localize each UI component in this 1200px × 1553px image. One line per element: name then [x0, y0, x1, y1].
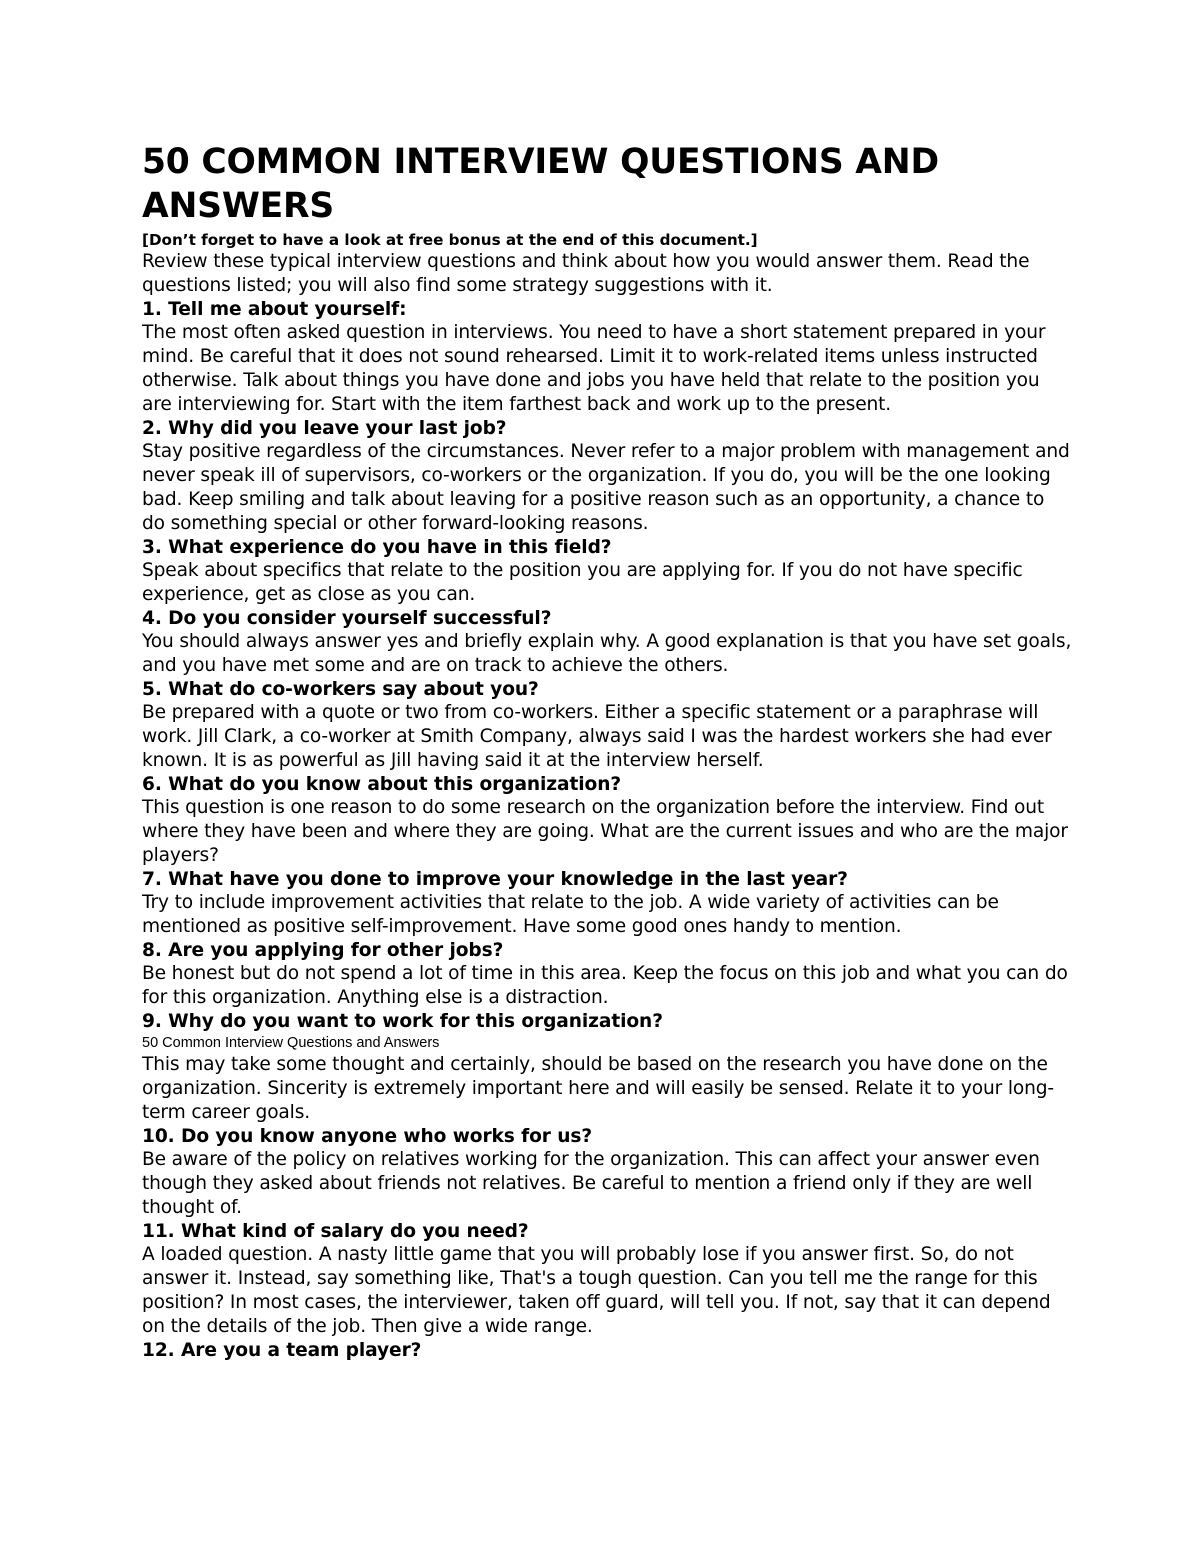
answer-2: Stay positive regardless of the circumstances. Never refer to a major problem with management and never speak ill of supervisors, co-workers or the organization. If you do, you will be the one looking bad. Keep smiling and talk about leaving for a positive reason such as an opportunity, a chance to do something special or other forward-looking reasons.	[142, 441, 1070, 534]
answer-8: Be honest but do not spend a lot of time in this area. Keep the focus on this job and what you can do for this organization. Anything else is a distraction.	[142, 963, 1068, 1008]
answer-11: A loaded question. A nasty little game that you will probably lose if you answer first. So, do not answer it. Instead, say something like, That's a tough question. Can you tell me the range for this position? In most cases, the interviewer, taken off guard, will tell you. If not, say that it can depend on the details of the job. Then give a wide range.	[142, 1244, 1051, 1337]
answer-3: Speak about specifics that relate to the position you are applying for. If you do not have specific experience, get as close as you can.	[142, 560, 1023, 605]
question-11: 11. What kind of salary do you need?	[142, 1221, 529, 1242]
bonus-note: [Don’t forget to have a look at free bonus at the end of this document.]	[142, 231, 758, 249]
question-7: 7. What have you done to improve your knowledge in the last year?	[142, 869, 848, 890]
running-footer: 50 Common Interview Questions and Answers	[142, 1035, 440, 1051]
answer-7: Try to include improvement activities that relate to the job. A wide variety of activities can be mentioned as positive self-improvement. Have some good ones handy to mention.	[142, 892, 999, 937]
document-title: 50 COMMON INTERVIEW QUESTIONS AND ANSWERS	[142, 142, 939, 226]
question-3: 3. What experience do you have in this field?	[142, 537, 612, 558]
question-4: 4. Do you consider yourself successful?	[142, 608, 552, 629]
question-1: 1. Tell me about yourself:	[142, 299, 407, 320]
answer-9: This may take some thought and certainly, should be based on the research you have done on the organization. Sincerity is extremely important here and will easily be sensed. Relate it to your long-term career goals.	[142, 1054, 1054, 1123]
answer-5: Be prepared with a quote or two from co-workers. Either a specific statement or a paraphrase will work. Jill Clark, a co-worker at Smith Company, always said I was the hardest workers she had ever known. It is as powerful as Jill having said it at the interview herself.	[142, 702, 1052, 771]
question-8: 8. Are you applying for other jobs?	[142, 940, 504, 961]
question-5: 5. What do co-workers say about you?	[142, 679, 539, 700]
question-6: 6. What do you know about this organization?	[142, 774, 622, 795]
answer-6: This question is one reason to do some research on the organization before the interview. Find out where they have been and where they are going. What are the current issues and who are the major players?	[142, 797, 1068, 866]
answer-1: The most often asked question in interviews. You need to have a short statement prepared in your mind. Be careful that it does not sound rehearsed. Limit it to work-related items unless instructed otherwise. Talk about things you have done and jobs you have held that relate to the position you are interviewing for. Start with the item farthest back and work up to the present.	[142, 322, 1046, 415]
answer-10: Be aware of the policy on relatives working for the organization. This can affect your answer even though they asked about friends not relatives. Be careful to mention a friend only if they are well thought of.	[142, 1149, 1040, 1218]
intro-paragraph: Review these typical interview questions and think about how you would answer them. Read the questions listed; you will also find some strategy suggestions with it.	[142, 251, 1030, 296]
question-10: 10. Do you know anyone who works for us?	[142, 1126, 593, 1147]
answer-4: You should always answer yes and briefly explain why. A good explanation is that you have set goals, and you have met some and are on track to achieve the others.	[142, 631, 1072, 676]
question-9: 9. Why do you want to work for this organization?	[142, 1011, 663, 1032]
question-2: 2. Why did you leave your last job?	[142, 418, 507, 439]
question-12: 12. Are you a team player?	[142, 1340, 422, 1361]
document-page	[142, 140, 1072, 1362]
